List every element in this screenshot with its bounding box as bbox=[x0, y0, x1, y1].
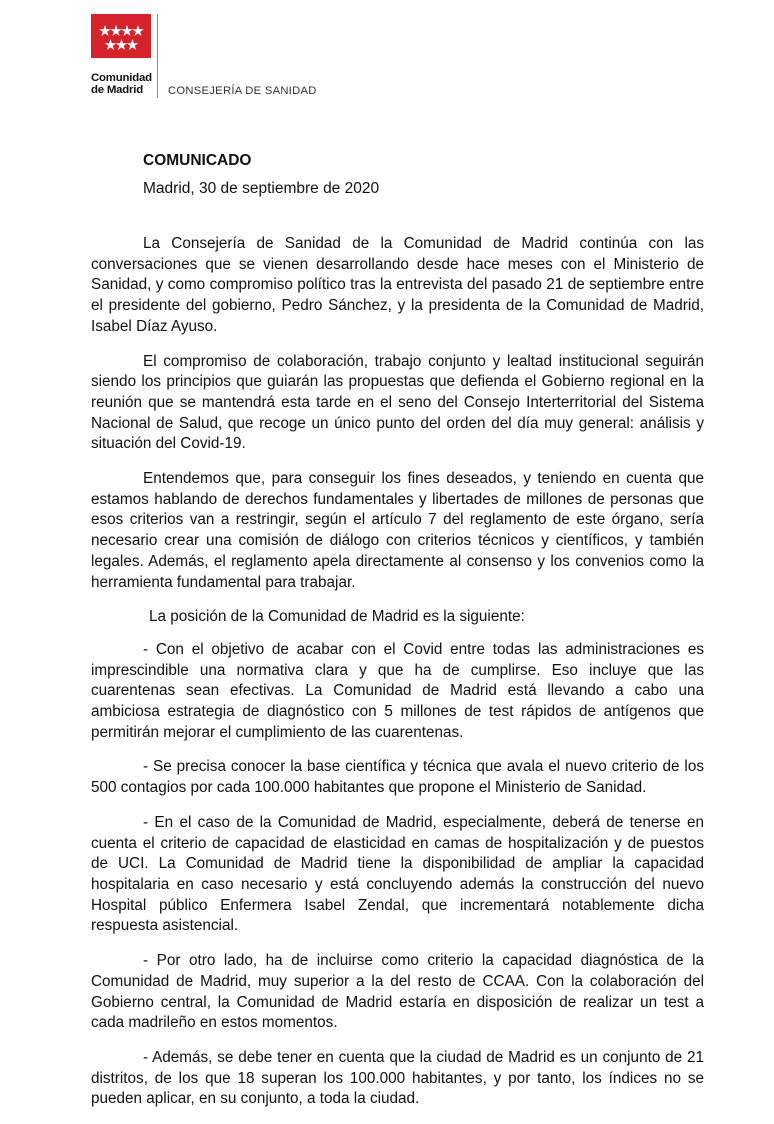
department-name: CONSEJERÍA DE SANIDAD bbox=[168, 85, 317, 97]
dateline: Madrid, 30 de septiembre de 2020 bbox=[143, 180, 380, 197]
position-item: - Se precisa conocer la base científica y técnica que avala el nuevo criterio de los 500 contagios por cada 100.000 habitantes que propone el Ministerio de Sanidad. bbox=[91, 758, 704, 797]
position-intro: La posición de la Comunidad de Madrid es la siguiente: bbox=[149, 608, 525, 626]
position-item: - Por otro lado, ha de incluirse como criterio la capacidad diagnóstica de la Comunidad de Madrid, muy superior a la del resto de CCAA. Con la colaboración del Gobierno central, la Comunidad de Madrid estaría en disposición de realizar un test a cada madrileño en estos momentos. bbox=[91, 952, 704, 1032]
position-item: - Con el objetivo de acabar con el Covid entre todas las administraciones es imprescindible una normativa clara y que ha de cumplirse. Eso incluye que las cuarentenas sean efectivas. La Comunidad de Madrid está llevando a cabo una ambiciosa estrategia de diagnóstico con 5 millones de test rápidos de antígenos que permitirán mejorar el cumplimiento de las cuarentenas. bbox=[91, 640, 704, 741]
comunidad-de-madrid-logo bbox=[91, 14, 153, 96]
stars-icon bbox=[91, 14, 151, 58]
position-item: - En el caso de la Comunidad de Madrid, especialmente, deberá de tenerse en cuenta el criterio de capacidad de elasticidad en camas de hospitalización y de puestos de UCI. La Comunidad de Madrid tiene la disponibilidad de ampliar la capacidad hospitalaria en caso necesario y está concluyendo además la construcción del nuevo Hospital público Enfermera Isabel Zendal, que incrementará notablemente dicha respuesta asistencial. bbox=[91, 813, 704, 935]
paragraph: El compromiso de colaboración, trabajo conjunto y lealtad institucional seguirán siendo los principios que guiarán las propuestas que defienda el Gobierno regional en la reunión que se mantendrá esta tarde en el seno del Consejo Interterritorial del Sistema Nacional de Salud, que recoge un único punto del orden del día muy general: análisis y situación del Covid-19. bbox=[91, 352, 704, 453]
position-item: - Además, se debe tener en cuenta que la ciudad de Madrid es un conjunto de 21 distritos, de los que 18 superan los 100.000 habitantes, y por tanto, los índices no se pueden aplicar, en su conjunto, a toda la ciudad. bbox=[91, 1048, 704, 1108]
header-divider bbox=[157, 14, 158, 98]
logo-line-1: Comunidad bbox=[91, 72, 152, 84]
logo-line-2: de Madrid bbox=[91, 84, 143, 96]
logo-text bbox=[91, 72, 153, 96]
document-body bbox=[91, 234, 704, 1124]
paragraph: Entendemos que, para conseguir los fines deseados, y teniendo en cuenta que estamos hablando de derechos fundamentales y libertades de millones de personas que esos criterios van a restringir, según el artículo 7 del reglamento de este órgano, sería necesario crear una comisión de diálogo con criterios técnicos y científicos, y también legales. Además, el reglamento apela directamente al consenso y los convenios como la herramienta fundamental para trabajar. bbox=[91, 470, 704, 591]
madrid-flag-icon bbox=[91, 14, 151, 58]
document-title: COMUNICADO bbox=[143, 152, 252, 169]
paragraph: La Consejería de Sanidad de la Comunidad de Madrid continúa con las conversaciones que se vienen desarrollando desde hace meses con el Ministerio de Sanidad, y como compromiso político tras la entrevista del pasado 21 de septiembre entre el presidente del gobierno, Pedro Sánchez, y la presidenta de la Comunidad de Madrid, Isabel Díaz Ayuso. bbox=[91, 235, 704, 335]
